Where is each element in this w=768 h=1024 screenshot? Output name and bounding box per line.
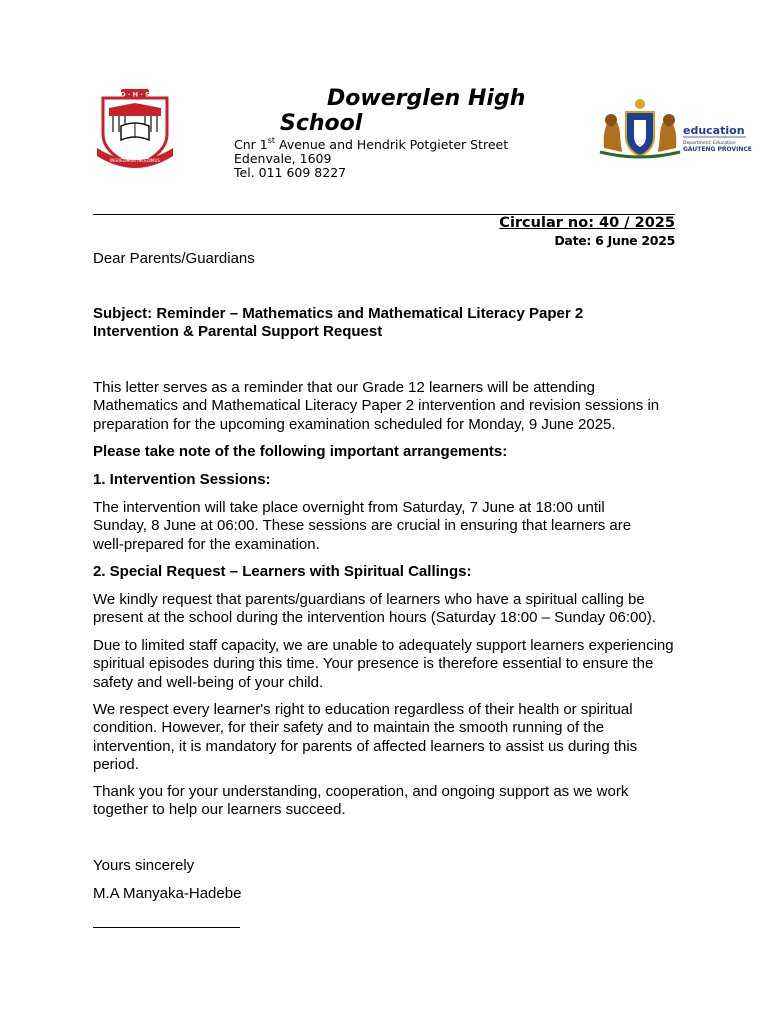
gov-logo-dept: Department: Education [683,141,736,146]
note-heading: Please take note of the following important arrangements: [93,443,508,460]
crest-motto: INGREDIMUR INCEDIMUS [110,158,160,163]
thanks-paragraph: Thank you for your understanding, cooperation, and ongoing support as we work together to help our learners succeed. [93,783,629,819]
salutation: Dear Parents/Guardians [93,250,255,267]
gov-logo-word: education [683,124,745,137]
signature-line [93,927,240,928]
subject-line: Subject: Reminder – Mathematics and Mathematical Literacy Paper 2 Intervention & Parental Support Request [93,305,584,341]
circular-number: Circular no: 40 / 2025 [499,215,675,231]
section2-paragraph1: We kindly request that parents/guardians of learners who have a spiritual calling be present at the school during the intervention hours (Saturday 18:00 – Sunday 06:00). [93,591,656,627]
school-name-line2: School [280,111,363,136]
school-crest-logo [93,86,177,172]
school-name-line1: Dowerglen High [327,86,526,111]
section1-text: The intervention will take place overnight from Saturday, 7 June at 18:00 until Sunday, 8 June at 06:00. These sessions are crucial in ensuring that learners are well-prepared for the examination. [93,499,632,553]
school-name [280,86,580,136]
signatory-name: M.A Manyaka-Hadebe [93,885,242,902]
closing: Yours sincerely [93,857,195,874]
school-address [234,138,508,180]
gauteng-education-logo [596,96,754,160]
street-address: Cnr 1st Avenue and Hendrik Potgieter Street [234,136,509,152]
section1-heading: 1. Intervention Sessions: [93,471,271,488]
section2-paragraph3: We respect every learner's right to education regardless of their health or spiritual condition. However, for their safety and to maintain the smooth running of the intervention, it is mandatory for parents of affected learners to assist us during this period. [93,701,638,773]
intro-paragraph: This letter serves as a reminder that our Grade 12 learners will be attending Mathematics and Mathematical Literacy Paper 2 intervention and revision sessions in preparation for the upcoming examination scheduled for Monday, 9 June 2025. [93,379,660,433]
gov-logo-province: GAUTENG PROVINCE [683,146,752,153]
crest-initials: D · H · S [120,90,150,99]
circular-date: Date: 6 June 2025 [554,233,675,248]
section2-paragraph2: Due to limited staff capacity, we are unable to adequately support learners experiencing spiritual episodes during this time. Your presence is therefore essential to ensure the safety and well-being of your child. [93,637,674,691]
city: Edenvale, 1609 [234,151,332,166]
section2-heading: 2. Special Request – Learners with Spiritual Callings: [93,563,472,580]
telephone: Tel. 011 609 8227 [234,165,347,180]
